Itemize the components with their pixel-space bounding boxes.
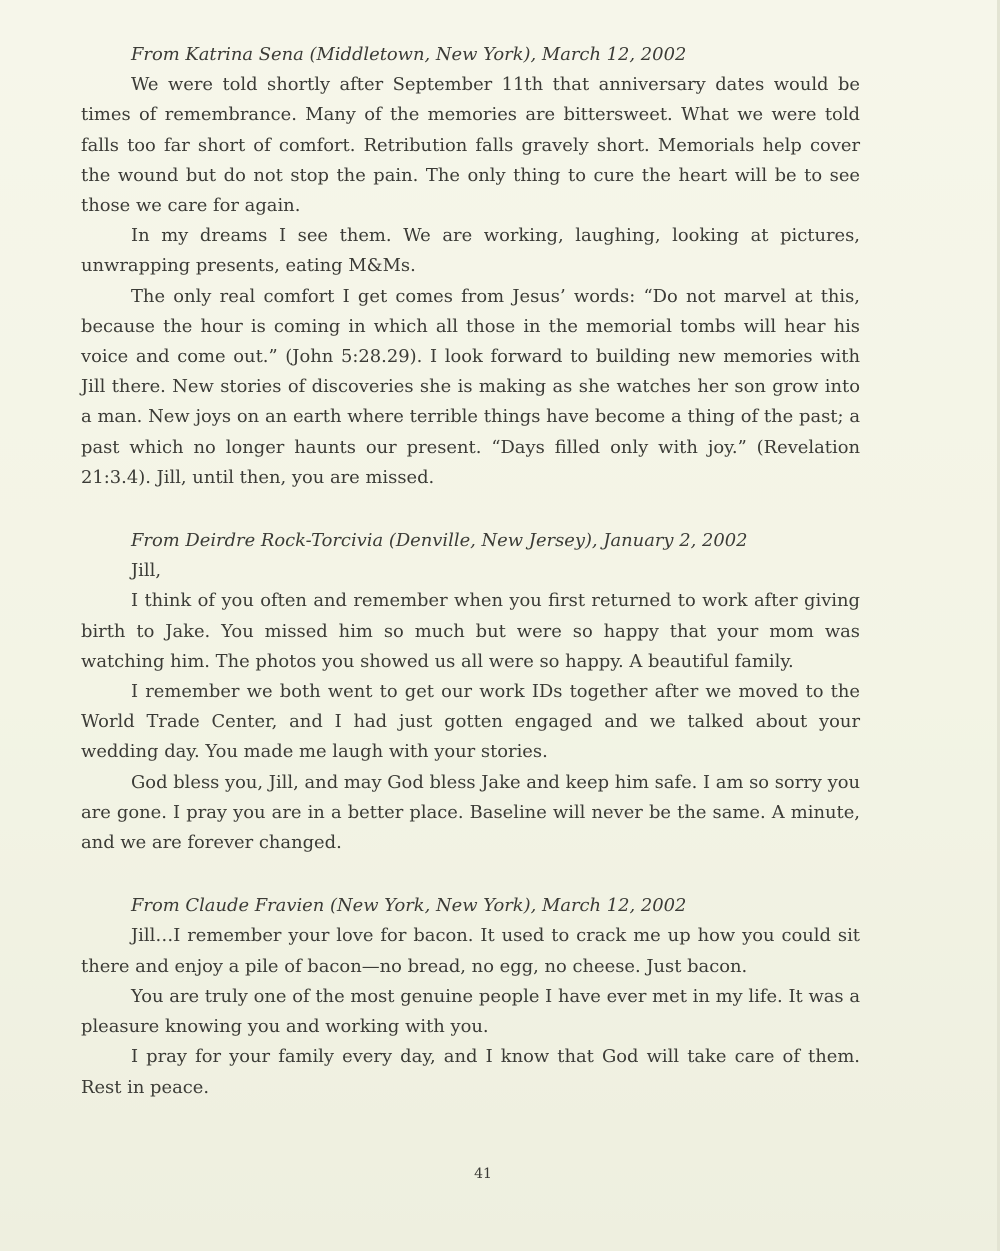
letter-katrina-sena [81, 40, 860, 493]
letter-deirdre-rock-torcivia [81, 526, 860, 858]
letter-paragraph: You are truly one of the most genuine people I have ever met in my life. It was a pleasure knowing you and working with you. [81, 985, 860, 1038]
letter-claude-fravien [81, 891, 860, 1102]
letter-paragraph: God bless you, Jill, and may God bless Jake and keep him safe. I am so sorry you are gone. I pray you are in a better place. Baseline will never be the same. A minute, and we are forever changed. [81, 771, 860, 854]
text-column [81, 40, 860, 1136]
letter-paragraph: In my dreams I see them. We are working, laughing, looking at pictures, unwrapping presents, eating M&Ms. [81, 225, 860, 277]
letter-paragraph: I remember we both went to get our work IDs together after we moved to the World Trade Center, and I had just gotten engaged and we talked about your wedding day. You made me laugh with your stories. [81, 681, 860, 763]
letter-paragraph: I pray for your family every day, and I know that God will take care of them. Rest in peace. [81, 1046, 860, 1098]
letter-heading: From Deirdre Rock-Torcivia (Denville, New Jersey), January 2, 2002 [131, 530, 748, 552]
letter-heading: From Claude Fravien (New York, New York), March 12, 2002 [131, 895, 687, 917]
letter-paragraph: The only real comfort I get comes from Jesus’ words: “Do not marvel at this, because the hour is coming in which all those in the memorial tombs will hear his voice and come out.” (John 5:28.29). I look forward to building new memories with Jill there. New stories of discoveries she is making as she watches her son grow into a man. New joys on an earth where terrible things have become a thing of the past; a past which no longer haunts our present. “Days filled only with joy.” (Revelation 21:3.4). Jill, until then, you are missed. [81, 285, 860, 488]
letter-salutation: Jill, [131, 560, 162, 582]
letter-heading: From Katrina Sena (Middletown, New York), March 12, 2002 [131, 44, 687, 65]
letter-paragraph: Jill…I remember your love for bacon. It used to crack me up how you could sit there and enjoy a pile of bacon—no bread, no egg, no cheese. Just bacon. [81, 925, 860, 977]
letter-paragraph: I think of you often and remember when you first returned to work after giving birth to Jake. You missed him so much but were so happy that your mom was watching him. The photos you showed us all were so happy. A beautiful family. [81, 590, 860, 672]
page-number: 41 [474, 1166, 492, 1182]
letter-paragraph: We were told shortly after September 11th that anniversary dates would be times of remembrance. Many of the memories are bittersweet. What we were told falls too far short of comfort. Retribution falls gravely short. Memorials help cover the wound but do not stop the pain. The only thing to cure the heart will be to see those we care for again. [81, 74, 860, 217]
